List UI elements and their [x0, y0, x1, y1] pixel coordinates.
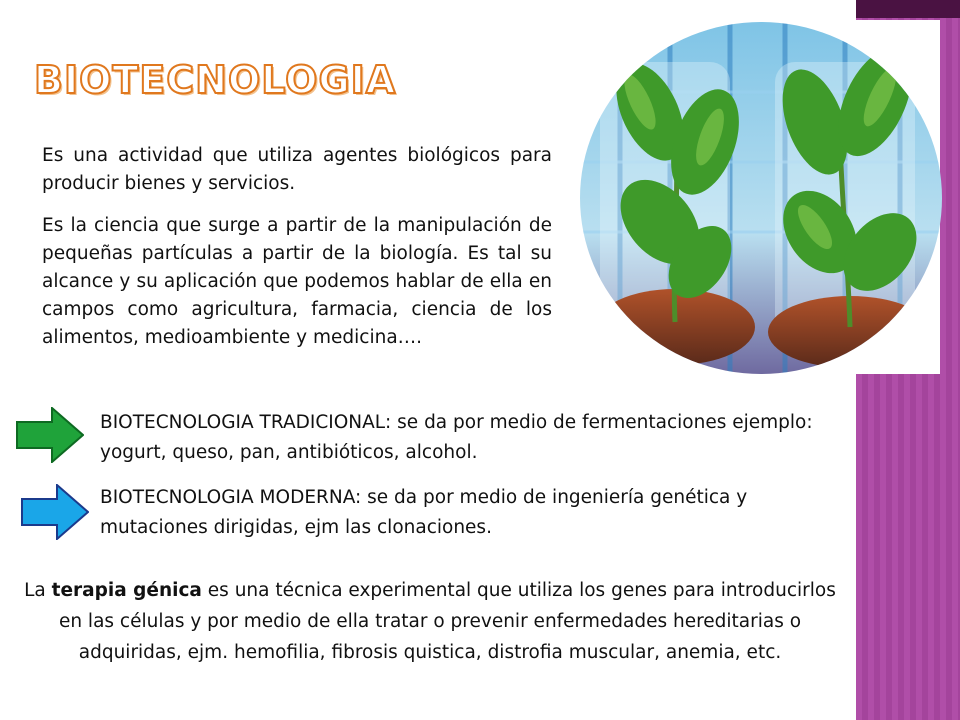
right-arrow-icon [21, 484, 89, 544]
page-title: BIOTECNOLOGIA [34, 58, 397, 102]
right-arrow-icon [16, 407, 84, 467]
plant-tissue-culture-photo [580, 22, 942, 374]
gene-therapy-paragraph [20, 575, 840, 668]
modern-biotech-item: BIOTECNOLOGIA MODERNA: se da por medio de ingeniería genética y mutaciones dirigidas, ejm las clonaciones. [100, 487, 748, 538]
gene-therapy-text: es una técnica experimental que utiliza los genes para introducirlos en las células y por medio de ella tratar o prevenir enfermedades hereditarias o adquiridas, ejm. hemofilia, fibrosis quistica, distrofia muscular, anemia, etc. [58, 580, 836, 663]
traditional-biotech-item: BIOTECNOLOGIA TRADICIONAL: se da por medio de fermentaciones ejemplo: yogurt, queso, pan, antibióticos, alcohol. [100, 412, 813, 463]
definition-paragraph: Es una actividad que utiliza agentes biológicos para producir bienes y servicios. [42, 145, 552, 194]
gene-therapy-term: terapia génica [51, 580, 202, 601]
gene-therapy-prefix: La [24, 580, 52, 601]
description-paragraph: Es la ciencia que surge a partir de la manipulación de pequeñas partículas a partir de la biología. Es tal su alcance y su aplicación que podemos hablar de ella en campos como agricultura, farmacia, ciencia de los alimentos, medioambiente y medicina…. [42, 215, 552, 348]
decorative-side-band-top [856, 0, 960, 18]
